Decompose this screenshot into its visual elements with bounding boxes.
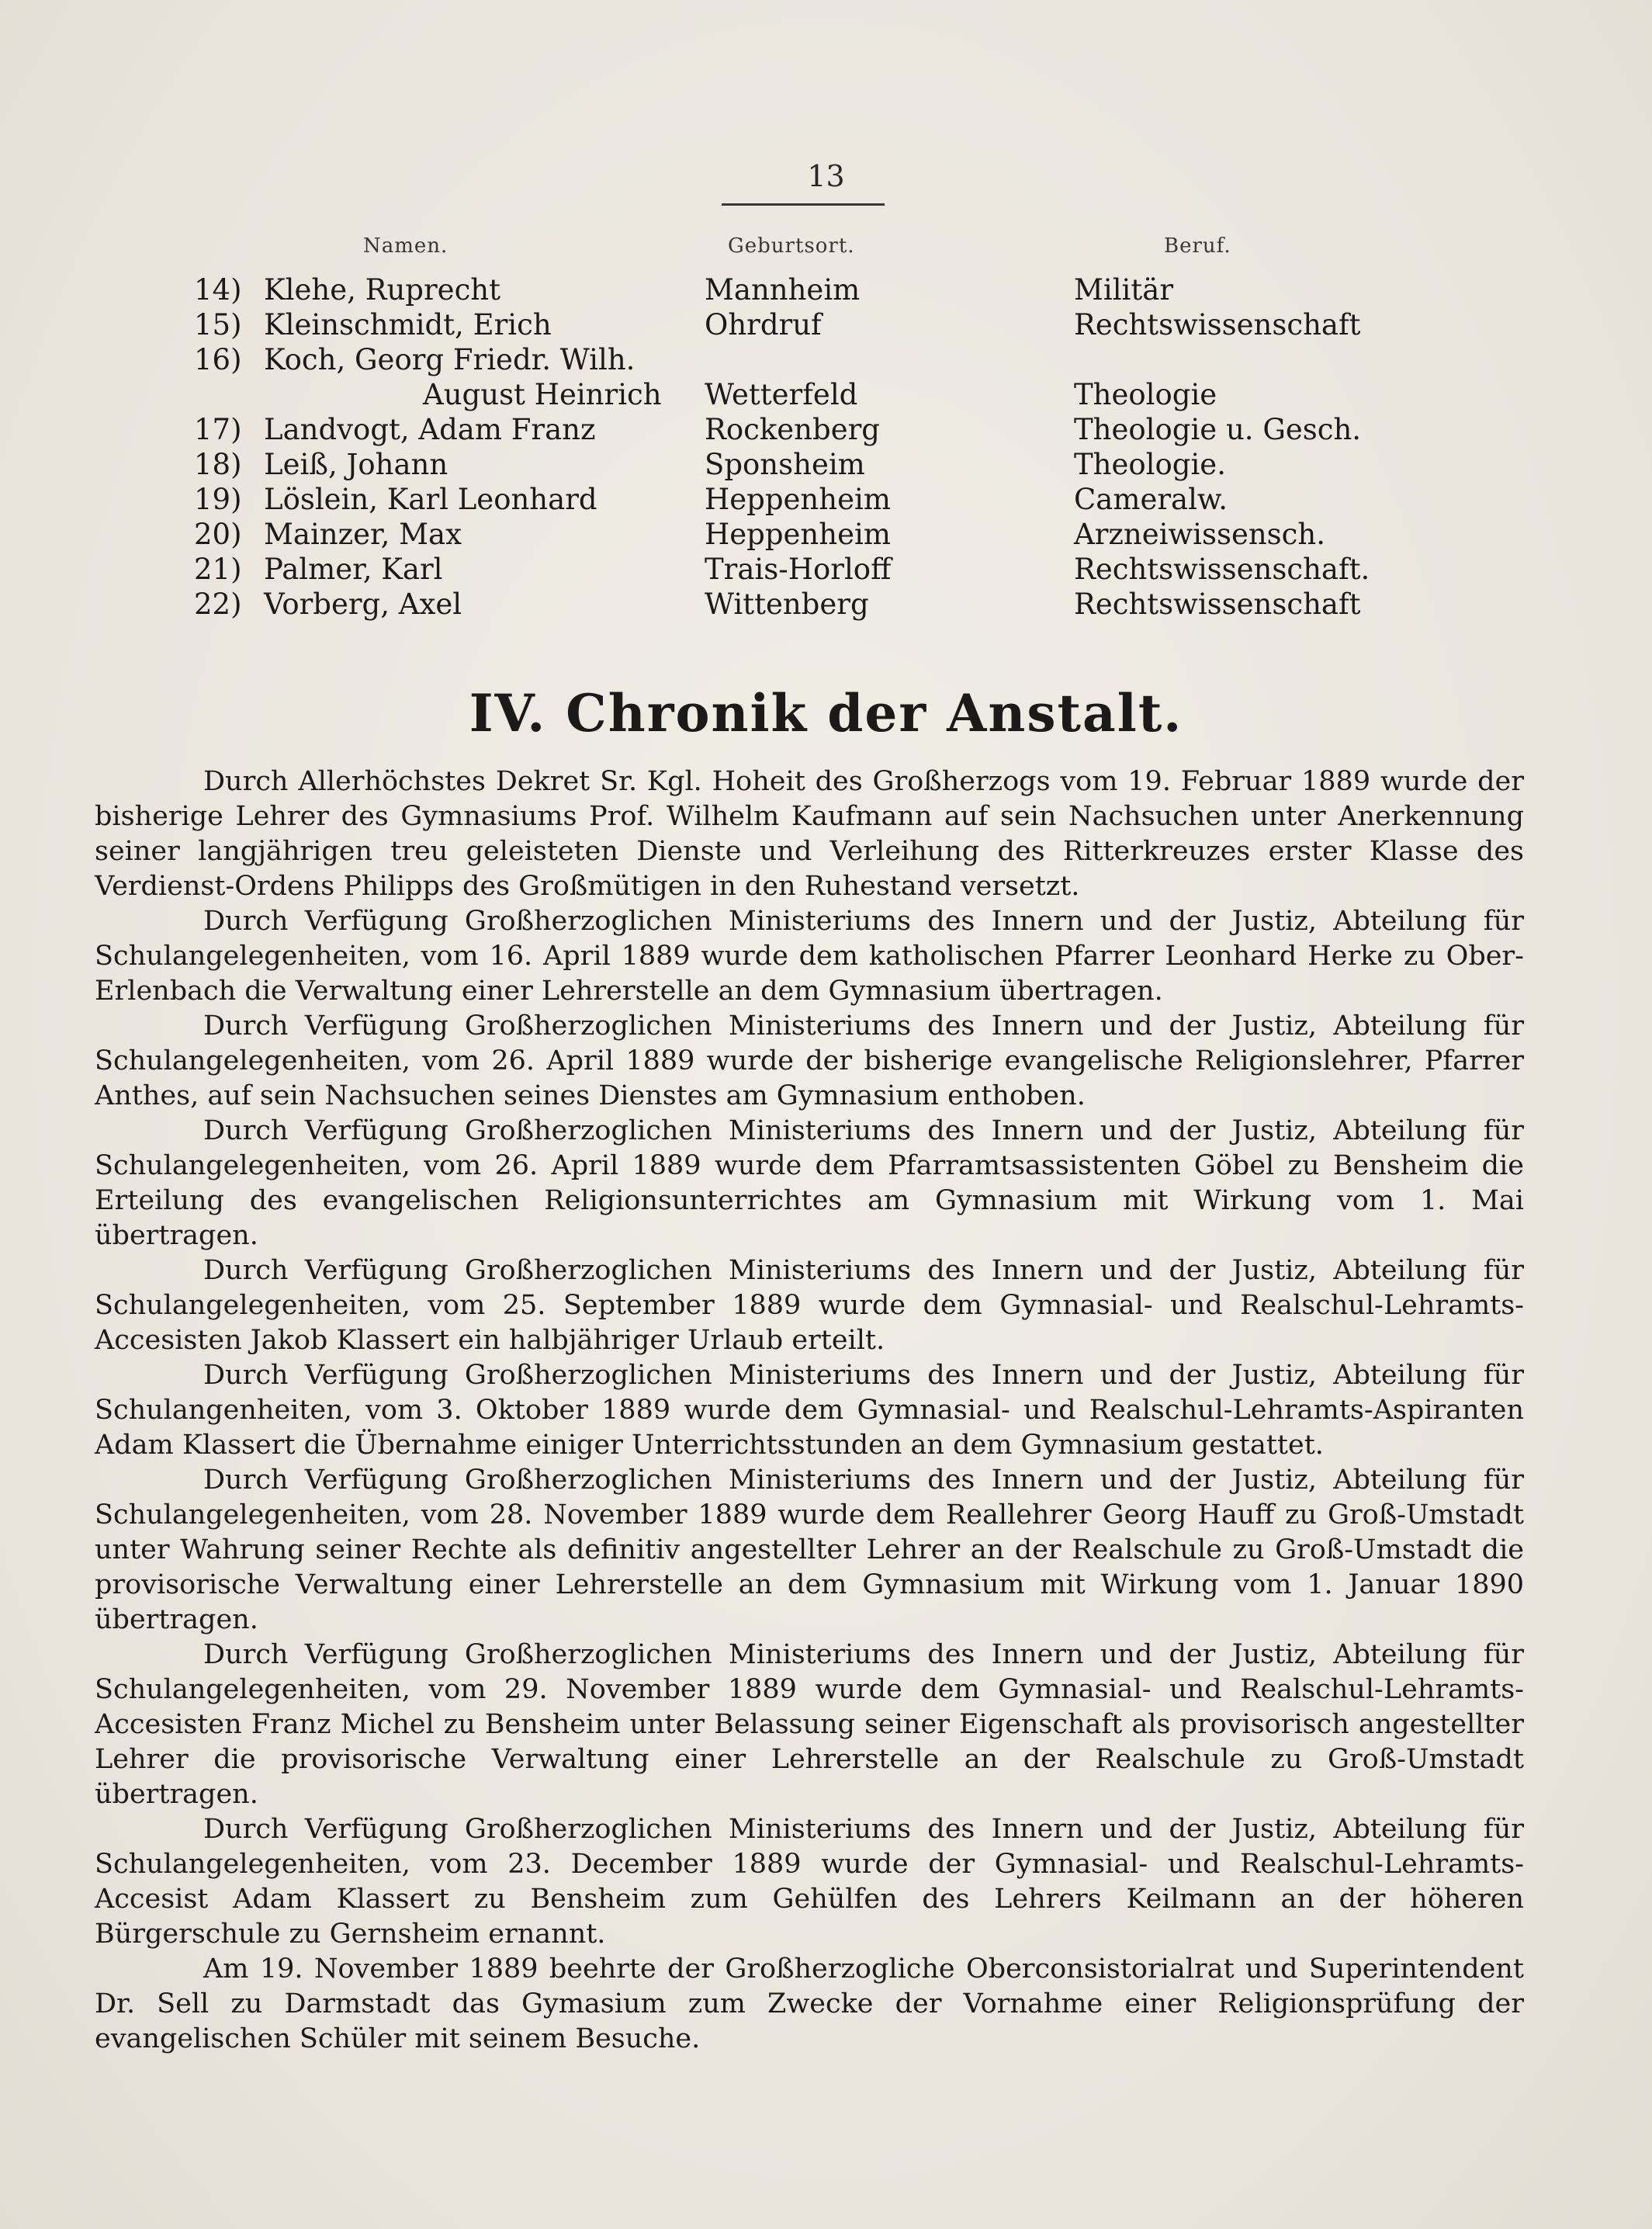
roster-name: Löslein, Karl Leonhard (264, 483, 597, 516)
roster-profession: Rechtswissenschaft (1074, 588, 1361, 621)
chronicle-paragraph: Durch Verfügung Großherzoglichen Ministeriums des Innern und der Justiz, Abteilung für Schulangenheiten, vom 3. Oktober 1889 wurde dem Gymnasial- und Realschul-Lehramts-Aspiranten Adam Klassert die Übernahme einiger Unterrichtsstunden an dem Gymnasium gestattet. (95, 1360, 1524, 1461)
roster-number: 15) (194, 308, 242, 341)
column-header-name: Namen. (363, 234, 448, 258)
roster-name: Vorberg, Axel (264, 588, 462, 621)
roster-number: 22) (194, 588, 242, 621)
roster-name: Landvogt, Adam Franz (264, 413, 596, 446)
roster-number: 16) (194, 343, 242, 376)
roster-profession: Cameralw. (1074, 483, 1228, 516)
page-number: 13 (807, 159, 845, 193)
section-title: IV. Chronik der Anstalt. (469, 683, 1183, 744)
roster-birthplace: Wetterfeld (705, 378, 858, 411)
chronicle-paragraph: Durch Verfügung Großherzoglichen Ministeriums des Innern und der Justiz, Abteilung für Schulangelegenheiten, vom 26. April 1889 wurde der bisherige evangelische Religionslehrer, Pfarrer Anthes, auf sein Nachsuchen seines Dienstes am Gymnasium enthoben. (95, 1011, 1524, 1111)
roster-number: 21) (194, 553, 242, 586)
roster-number: 17) (194, 413, 242, 446)
roster-birthplace: Mannheim (705, 273, 861, 307)
roster-profession: Rechtswissenschaft. (1074, 553, 1370, 586)
page-number-rule (722, 203, 885, 206)
roster-name: Leiß, Johann (264, 448, 448, 481)
roster-name: Mainzer, Max (264, 518, 462, 551)
roster-name: Kleinschmidt, Erich (264, 308, 552, 341)
chronicle-paragraph: Durch Verfügung Großherzoglichen Ministeriums des Innern und der Justiz, Abteilung für Schulangelegenheiten, vom 26. April 1889 wurde dem Pfarramtsassistenten Göbel zu Bensheim die Erteilung des evangelischen Religionsunterrichtes am Gymnasium mit Wirkung vom 1. Mai übertragen. (95, 1115, 1524, 1251)
roster-birthplace: Sponsheim (705, 448, 865, 481)
roster-birthplace: Rockenberg (705, 413, 880, 446)
roster-birthplace: Ohrdruf (705, 308, 822, 341)
roster-name: Klehe, Ruprecht (264, 273, 500, 307)
roster-name: Koch, Georg Friedr. Wilh. (264, 343, 636, 376)
roster-number: 20) (194, 518, 242, 551)
chronicle-paragraph: Durch Verfügung Großherzoglichen Ministeriums des Innern und der Justiz, Abteilung für Schulangelegenheiten, vom 25. September 1889 wurde dem Gymnasial- und Realschul-Lehramts-Accesisten Jakob Klassert ein halbjähriger Urlaub erteilt. (95, 1255, 1524, 1356)
roster-birthplace: Heppenheim (705, 518, 891, 551)
roster-birthplace: Heppenheim (705, 483, 891, 516)
chronicle-paragraph: Durch Verfügung Großherzoglichen Ministeriums des Innern und der Justiz, Abteilung für Schulangelegenheiten, vom 28. November 1889 wurde dem Reallehrer Georg Hauff zu Groß-Umstadt unter Wahrung seiner Rechte als definitiv angestellter Lehrer an der Realschule zu Groß-Umstadt die provisorische Verwaltung einer Lehrerstelle an dem Gymnasium mit Wirkung vom 1. Januar 1890 übertragen. (95, 1465, 1524, 1635)
chronicle-text (95, 764, 1524, 2057)
roster-name: Palmer, Karl (264, 553, 443, 586)
roster-birthplace: Wittenberg (705, 588, 869, 621)
roster-profession: Militär (1074, 273, 1174, 307)
roster-number: 18) (194, 448, 242, 481)
chronicle-paragraph: Durch Verfügung Großherzoglichen Ministeriums des Innern und der Justiz, Abteilung für Schulangelegenheiten, vom 29. November 1889 wurde dem Gymnasial- und Realschul-Lehramts-Accesisten Franz Michel zu Bensheim unter Belassung seiner Eigenschaft als provisorisch angestellter Lehrer die provisorische Verwaltung einer Lehrerstelle an der Realschule zu Groß-Umstadt übertragen. (95, 1639, 1524, 1810)
chronicle-paragraph: Durch Verfügung Großherzoglichen Ministeriums des Innern und der Justiz, Abteilung für Schulangelegenheiten, vom 16. April 1889 wurde dem katholischen Pfarrer Leonhard Herke zu Ober-Erlenbach die Verwaltung einer Lehrerstelle an dem Gymnasium übertragen. (95, 906, 1524, 1007)
roster-profession: Arzneiwissensch. (1074, 518, 1325, 551)
roster-profession: Theologie u. Gesch. (1074, 413, 1362, 446)
column-header-profession: Beruf. (1164, 234, 1231, 258)
roster-birthplace: Trais-Horloff (705, 553, 892, 586)
chronicle-paragraph: Durch Verfügung Großherzoglichen Ministeriums des Innern und der Justiz, Abteilung für Schulangelegenheiten, vom 23. December 1889 wurde der Gymnasial- und Realschul-Lehramts-Accesist Adam Klassert zu Bensheim zum Gehülfen des Lehrers Keilmann an der höheren Bürgerschule zu Gernsheim ernannt. (95, 1814, 1524, 1950)
roster-profession: Theologie (1074, 378, 1217, 411)
chronicle-paragraph: Durch Allerhöchstes Dekret Sr. Kgl. Hoheit des Großherzogs vom 19. Februar 1889 wurde der bisherige Lehrer des Gymnasiums Prof. Wilhelm Kaufmann auf sein Nachsuchen unter Anerkennung seiner langjährigen treu geleisteten Dienste und Verleihung des Ritterkreuzes erster Klasse des Verdienst-Ordens Philipps des Großmütigen in den Ruhestand versetzt. (95, 766, 1524, 902)
roster-profession: Rechtswissenschaft (1074, 308, 1361, 341)
roster-profession: Theologie. (1074, 448, 1226, 481)
roster-number: 14) (194, 273, 242, 307)
column-header-birthplace: Geburtsort. (728, 234, 855, 258)
roster-name: August Heinrich (423, 378, 662, 411)
roster-number: 19) (194, 483, 242, 516)
chronicle-paragraph: Am 19. November 1889 beehrte der Großherzogliche Oberconsistorialrat und Superintendent Dr. Sell zu Darmstadt das Gymasium zum Zwecke der Vornahme einer Religionsprüfung der evangelischen Schüler mit seinem Besuche. (95, 1953, 1524, 2054)
